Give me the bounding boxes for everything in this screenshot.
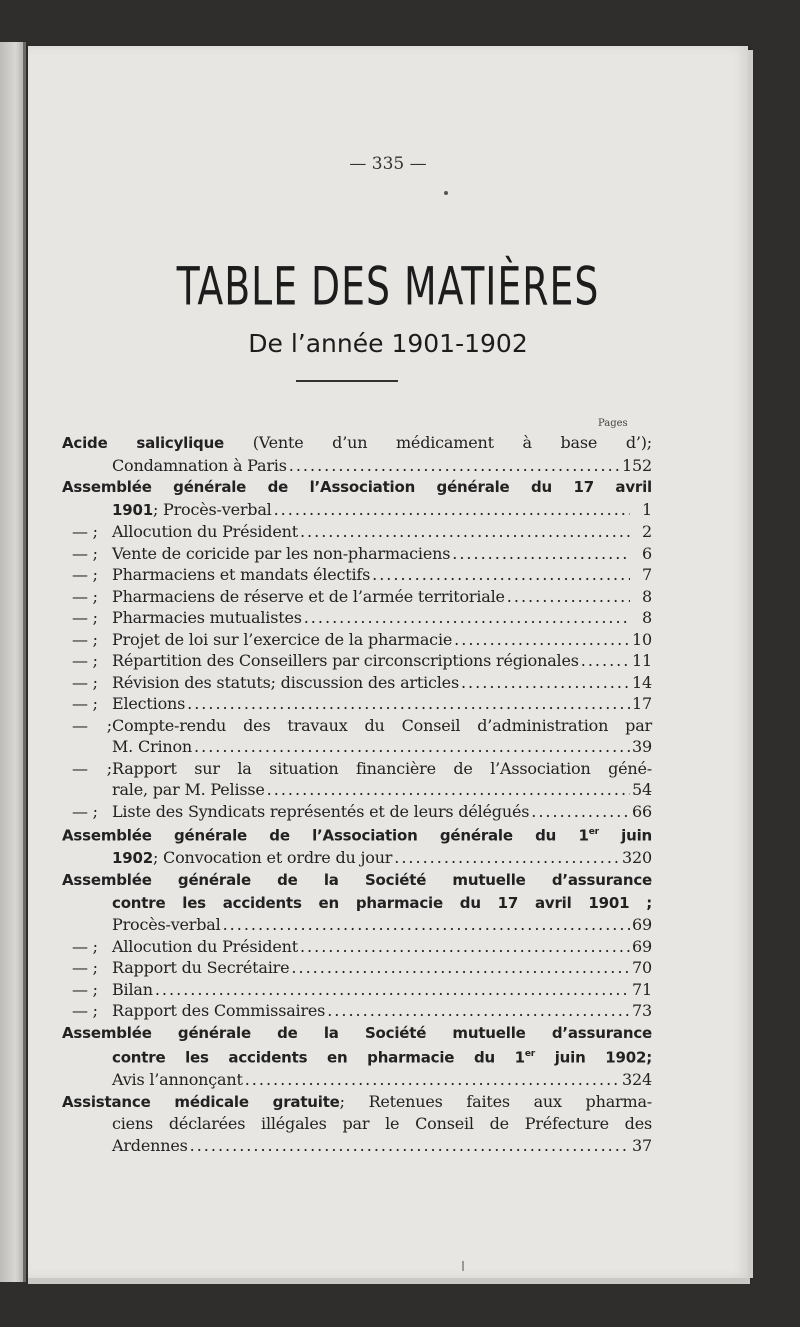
book-page xyxy=(28,46,748,1278)
entry-text: ; Convocation et ordre du jour xyxy=(152,847,393,867)
page-number: — 335 — xyxy=(349,154,427,174)
leader-dots xyxy=(245,1069,620,1091)
toc-line xyxy=(62,1069,652,1091)
toc-line xyxy=(62,499,652,522)
ditto-dash: — ; xyxy=(72,1001,98,1021)
toc-subentry xyxy=(62,564,652,586)
leader-dots xyxy=(223,914,630,936)
entry-heading: Assemblée générale de la Société mutuelle d’assurance xyxy=(62,871,652,890)
page-ref: 11 xyxy=(632,651,652,670)
toc-entry xyxy=(62,1091,652,1157)
entry-text: Allocution du Président xyxy=(112,522,298,541)
entry-heading: Assemblée générale de la Société mutuelle d’assurance xyxy=(62,1023,652,1042)
toc-entry xyxy=(62,822,652,869)
toc-subentry xyxy=(62,936,652,958)
page-ref: 6 xyxy=(642,543,652,563)
page-ref: 1 xyxy=(642,499,652,519)
toc-line xyxy=(62,847,652,870)
entry-text: Rapport des Commissaires xyxy=(112,1001,326,1021)
toc-subentry xyxy=(62,650,652,672)
entry-text: Projet de loi sur l’exercice de la pharmacie xyxy=(112,629,453,649)
leader-dots xyxy=(155,979,630,1001)
ditto-dash: — ; xyxy=(72,958,98,978)
ditto-dash: — ; xyxy=(72,979,98,999)
page-ref: 14 xyxy=(632,672,652,692)
entry-heading: 1901 xyxy=(112,500,153,519)
ditto-dash: — ; xyxy=(72,758,112,778)
leader-dots xyxy=(452,543,630,565)
leader-dots xyxy=(187,693,630,715)
table-of-contents xyxy=(62,432,652,1156)
toc-subentry xyxy=(62,672,652,694)
toc-line xyxy=(62,1091,652,1114)
entry-text: M. Crinon xyxy=(112,737,193,756)
toc-subentry xyxy=(62,979,652,1001)
ditto-dash: — ; xyxy=(72,672,98,692)
toc-line xyxy=(62,914,652,936)
ditto-dash: — ; xyxy=(72,694,98,713)
toc-line xyxy=(62,892,652,915)
leader-dots xyxy=(454,629,630,651)
ditto-dash: — ; xyxy=(72,522,98,541)
entry-text: rale, par M. Pelisse xyxy=(112,780,265,799)
leader-dots xyxy=(300,521,630,543)
toc-entry xyxy=(62,476,652,521)
page-ref: 69 xyxy=(632,936,652,956)
entry-heading: Assemblée générale de l’Association générale du 1 xyxy=(62,826,589,845)
entry-text: Révision des statuts; discussion des articles xyxy=(112,672,459,692)
page-ref: 324 xyxy=(622,1070,652,1090)
leader-dots xyxy=(372,564,630,586)
page-ref: 66 xyxy=(632,801,652,821)
entry-text: Pharmaciens de réserve et de l’armée territoriale xyxy=(112,586,505,606)
toc-line xyxy=(62,1022,652,1045)
page-bottom-edge xyxy=(28,1278,750,1284)
toc-subentry xyxy=(62,801,652,823)
entry-heading: juin 1902; xyxy=(535,1048,652,1067)
leader-dots xyxy=(531,801,630,823)
ditto-dash: — ; xyxy=(72,629,98,649)
page-ref: 8 xyxy=(642,608,652,627)
page-ref: 73 xyxy=(632,1001,652,1021)
toc-line xyxy=(62,432,652,455)
leader-dots xyxy=(300,936,630,958)
entry-text: Bilan xyxy=(112,979,153,999)
ditto-dash: — ; xyxy=(72,936,98,956)
superscript: er xyxy=(588,827,599,837)
leader-dots xyxy=(274,499,630,521)
leader-dots xyxy=(289,455,620,477)
entry-text: Pharmaciens et mandats électifs xyxy=(112,565,371,584)
entry-text: Liste des Syndicats représentés et de leurs délégués xyxy=(112,801,530,821)
book-left-edge xyxy=(0,42,26,1282)
toc-subentry xyxy=(62,586,652,608)
toc-line xyxy=(72,736,652,758)
entry-text: Condamnation à Paris xyxy=(112,455,287,475)
leader-dots xyxy=(267,779,630,801)
toc-entry xyxy=(62,432,652,476)
page-right-edge xyxy=(748,50,753,1278)
ditto-dash: — ; xyxy=(72,586,98,606)
superscript: er xyxy=(524,1049,536,1060)
page-ref: 69 xyxy=(632,915,652,935)
entry-text: Allocution du Président xyxy=(112,936,298,956)
toc-subentry xyxy=(62,758,652,801)
toc-line xyxy=(72,779,652,801)
entry-heading: contre les accidents en pharmacie du 17 avril 1901 ; xyxy=(112,893,652,912)
entry-heading: contre les accidents en pharmacie du 1 xyxy=(112,1048,525,1067)
page-ref: 17 xyxy=(632,694,652,713)
leader-dots xyxy=(394,847,620,869)
leader-dots xyxy=(291,957,630,979)
entry-heading: Assistance médicale gratuite xyxy=(62,1092,340,1111)
entry-text: Vente de coricide par les non-pharmaciens xyxy=(112,543,451,563)
leader-dots xyxy=(304,607,630,629)
ditto-dash: — ; xyxy=(72,608,98,627)
entry-text: Rapport du Secrétaire xyxy=(112,958,290,978)
toc-entry xyxy=(62,1022,652,1091)
entry-text: Avis l’annonçant xyxy=(112,1070,243,1090)
toc-line xyxy=(62,869,652,892)
toc-subentry xyxy=(62,715,652,758)
entry-text: ; Retenues faites aux pharma- xyxy=(339,1091,652,1111)
page-ref: 320 xyxy=(622,847,652,867)
entry-text: Pharmacies mutualistes xyxy=(112,608,302,627)
title-rule xyxy=(296,380,398,382)
toc-line xyxy=(62,476,652,499)
page-subtitle: De l’année 1901-1902 xyxy=(248,329,528,358)
entry-text: Compte-rendu des travaux du Conseil d’administration par xyxy=(112,715,652,735)
page-title: TABLE DES MATIÈRES xyxy=(176,255,600,318)
ditto-dash: — ; xyxy=(72,801,98,821)
toc-line xyxy=(62,455,652,477)
ditto-dash: — ; xyxy=(72,543,98,563)
toc-line xyxy=(72,758,652,780)
entry-heading: Acide salicylique xyxy=(62,434,225,452)
toc-subentry xyxy=(62,521,652,543)
page-ref: 54 xyxy=(632,780,652,799)
leader-dots xyxy=(190,1135,630,1157)
page-ref: 8 xyxy=(642,586,652,606)
toc-subentry xyxy=(62,957,652,979)
leader-dots xyxy=(327,1000,630,1022)
entry-text: Procès-verbal xyxy=(112,915,221,935)
page-ref: 39 xyxy=(632,737,652,756)
entry-text: Elections xyxy=(112,694,186,713)
ink-mark xyxy=(462,1261,464,1271)
ink-spot xyxy=(444,191,448,195)
leader-dots xyxy=(507,586,630,608)
toc-entry xyxy=(62,869,652,936)
page-ref: 10 xyxy=(632,629,652,649)
page-ref: 37 xyxy=(632,1135,652,1155)
ditto-dash: — ; xyxy=(72,715,112,735)
page-ref: 2 xyxy=(642,522,652,541)
leader-dots xyxy=(194,736,630,758)
ditto-dash: — ; xyxy=(72,565,98,584)
page-ref: 70 xyxy=(632,958,652,978)
entry-text: Répartition des Conseillers par circonscriptions régionales xyxy=(112,651,579,670)
entry-text: Ardennes xyxy=(112,1135,188,1155)
pages-column-label: Pages xyxy=(598,418,628,429)
toc-subentry xyxy=(62,629,652,651)
toc-subentry xyxy=(62,543,652,565)
toc-subentry xyxy=(62,607,652,629)
entry-text: Rapport sur la situation financière de l’Association géné- xyxy=(112,758,652,778)
toc-subentry xyxy=(62,693,652,715)
leader-dots xyxy=(581,650,630,672)
entry-text: ; Procès-verbal xyxy=(152,499,272,519)
toc-line xyxy=(62,1044,652,1069)
toc-line xyxy=(72,715,652,737)
ditto-dash: — ; xyxy=(72,651,98,670)
entry-heading: Assemblée générale de l’Association générale du 17 avril xyxy=(62,478,652,496)
toc-line xyxy=(62,1113,652,1135)
entry-text: (Vente d’un médicament à base d’); xyxy=(224,433,652,452)
entry-text: ciens déclarées illégales par le Conseil de Préfecture des xyxy=(112,1114,652,1134)
toc-subentry xyxy=(62,1000,652,1022)
leader-dots xyxy=(461,672,630,694)
page-ref: 152 xyxy=(622,455,652,475)
toc-line xyxy=(62,822,652,847)
page-ref: 71 xyxy=(632,979,652,999)
entry-heading: 1902 xyxy=(112,848,153,867)
toc-line xyxy=(62,1135,652,1157)
page-ref: 7 xyxy=(642,565,652,584)
entry-heading: juin xyxy=(598,826,652,845)
